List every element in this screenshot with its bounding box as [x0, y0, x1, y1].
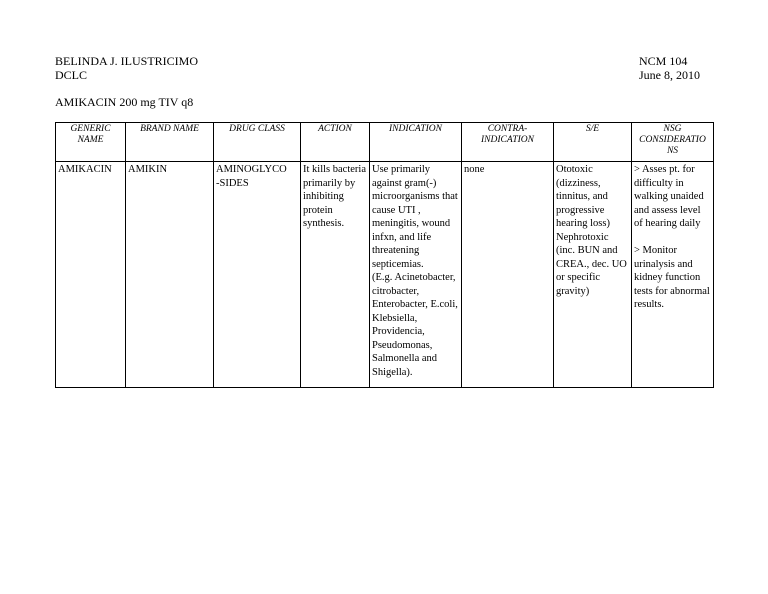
course-code: NCM 104 — [639, 54, 688, 68]
header-action: ACTION — [301, 123, 370, 162]
cell-drug-class: AMINOGLYCO -SIDES — [214, 162, 301, 388]
table-header-row — [56, 123, 714, 162]
cell-contraindication: none — [462, 162, 554, 388]
header-side-effects: S/E — [554, 123, 632, 162]
drug-study-table — [55, 122, 714, 388]
cell-side-effects: Ototoxic (dizziness, tinnitus, and progressive hearing loss) Nephrotoxic (inc. BUN and CREA., dec. UO or specific gravity) — [554, 162, 632, 388]
header-drug-class: DRUG CLASS — [214, 123, 301, 162]
header-right — [639, 55, 700, 82]
header-brand-name: BRAND NAME — [126, 123, 214, 162]
drug-order: AMIKACIN 200 mg TIV q8 — [55, 95, 194, 109]
header-generic-name: GENERIC NAME — [56, 123, 126, 162]
cell-action: It kills bacteria primarily by inhibiting protein synthesis. — [301, 162, 370, 388]
header-contraindication: CONTRA- INDICATION — [462, 123, 554, 162]
cell-brand-name: AMIKIN — [126, 162, 214, 388]
document-date: June 8, 2010 — [639, 67, 700, 82]
cell-indication: Use primarily against gram(-) microorganisms that cause UTI , meningitis, wound infxn, and life threatening septicemias. (E.g. Acinetobacter, citrobacter, Enterobacter, E.coli, Klebsiella, Providencia, Pseudomonas, Salmonella and Shigella). — [370, 162, 462, 388]
header-indication: INDICATION — [370, 123, 462, 162]
school-name: DCLC — [55, 67, 88, 82]
student-name: BELINDA J. ILUSTRICIMO — [55, 54, 198, 68]
header-left — [55, 55, 198, 82]
cell-generic-name: AMIKACIN — [56, 162, 126, 388]
header-nsg-considerations: NSG CONSIDERATIO NS — [632, 123, 714, 162]
cell-nsg-considerations: > Asses pt. for difficulty in walking unaided and assess level of hearing daily > Monitor urinalysis and kidney function tests for abnormal results. — [632, 162, 714, 388]
table-row — [56, 162, 714, 388]
